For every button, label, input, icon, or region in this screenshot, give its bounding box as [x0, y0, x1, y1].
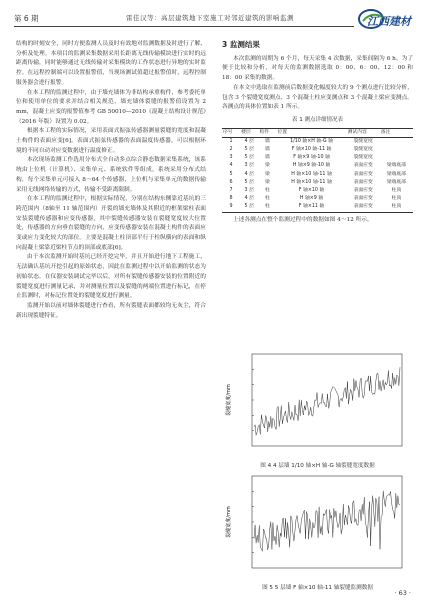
table-header-row	[222, 128, 413, 137]
table-cell: F 轴×11 轴	[276, 203, 346, 212]
table-cell: F 轴×10 轴	[298, 188, 325, 194]
table-cell	[380, 146, 413, 154]
logo-text: 江西建材	[367, 15, 411, 28]
table-cell: 1/10 轴×H 轴-G 轴	[290, 138, 333, 144]
table-cell: 柱	[264, 188, 270, 194]
table-cell: 梁	[264, 179, 270, 185]
figure-5	[222, 470, 413, 591]
table-cell: 表面应变	[353, 196, 373, 202]
table-cell: 8	[229, 196, 233, 202]
page-number: · 63 ·	[394, 589, 411, 597]
table-cell: 7	[229, 188, 233, 194]
table-cell	[380, 137, 413, 146]
table-cell: 柱顶	[391, 196, 402, 202]
table-cell: 3 层	[244, 188, 254, 194]
table-cell: 9	[222, 203, 240, 212]
table-cell: F 轴×9 轴-10 轴	[293, 155, 330, 161]
issue-number: 第 6 期	[14, 14, 39, 23]
figure-caption: 图 4 4 层墙 1/10 轴×H 轴-G 轴裂缝宽度数据	[260, 463, 375, 469]
table-row	[222, 162, 413, 170]
header-rule	[14, 26, 354, 27]
table-cell: 梁	[264, 171, 270, 177]
table-cell: 梁	[264, 163, 270, 169]
table-cell: 5 层	[244, 155, 254, 161]
table-row	[222, 146, 413, 154]
journal-logo	[357, 7, 413, 31]
table-cell: 裂缝宽度	[353, 138, 373, 144]
paragraph: 在本工程的监测过程中，根据实际情况，分别在结构东侧靠近基坑的三跨范围内（8轴至 11 轴范围内）开裂的墙充墙体及其附近的框架梁柱表面安装裂缝传感器和应变传感器，其中裂缝传感器安装在裂缝宽度较大位置处，传感器的方向垂直裂缝的方向，应变传感器安装在混凝土构件的表面应变或应力变化较大的部位。主要是混凝土柱顶部平行于柱纵横向的表面和纵向混凝土梁靠近梁柱节点的顶部或底部[6]。	[16, 196, 206, 251]
table-cell: H 轴×10 轴-11 轴	[291, 171, 332, 177]
table-cell: H 轴×10 轴-11 轴	[291, 179, 332, 185]
table-row	[222, 137, 413, 146]
table-cell: 4 层	[244, 171, 254, 177]
measurement-table	[222, 128, 413, 213]
table-cell: 5 层	[244, 147, 254, 153]
table-cell: 4	[229, 163, 233, 169]
table-cell: 5 层	[244, 179, 254, 185]
column-header: 位置	[276, 128, 346, 137]
table-row	[222, 179, 413, 187]
running-title: 雷佳汉等：高层建筑地下室施工对邻近建筑的影响监测	[126, 14, 294, 22]
table-cell: 墙	[264, 147, 270, 153]
column-header: 楼层	[240, 128, 258, 137]
figure-caption: 图 5 5 层墙 F 轴×10 轴-11 轴裂缝监测数据	[262, 585, 373, 591]
table-cell: 1	[229, 138, 233, 144]
table-cell: 柱	[258, 203, 276, 212]
table-cell: 墙	[264, 138, 270, 144]
y-axis-label: 裂缝宽度/mm	[226, 506, 232, 538]
paragraph: 本次监测的周期为 6 个月，每天采集 4 次数据，采集间隔为 6 h。为了便于比较和分析，对每天的监测数据选取 0：00、6：00、12：00 和 18：00 采集的数据。	[222, 55, 413, 82]
table-cell: 柱顶	[391, 188, 402, 194]
table-cell: 2	[229, 147, 233, 153]
column-header: 构件	[258, 128, 276, 137]
figure-4	[222, 348, 413, 469]
table-cell: 表面应变	[353, 171, 373, 177]
page-header	[14, 9, 413, 31]
figure-5-chart	[222, 470, 413, 582]
table-cell	[380, 154, 413, 162]
left-column	[16, 40, 206, 321]
table-row	[222, 203, 413, 212]
table-cell: 表面应变	[353, 188, 373, 194]
table-cell: 表面应变	[353, 163, 373, 169]
section-title: 3 监测结果	[222, 40, 260, 49]
table-cell: 5 层	[240, 203, 258, 212]
paragraph: 结构的时刻安全，同时方便监测人员及时有效地对监测数据及时进行了解、分析及处理。本项目的监测采集数据采用长距离无线传输模块进行实时的远距离传输，同时能够通过无线传输对采集模块的工作状态进行异地的实时监控。在远程控制端可以设置报警值，当现场测试值超过报警值时，远程控制服务器会进行报警。	[16, 41, 206, 86]
table-row	[222, 187, 413, 195]
table-cell: 3 层	[244, 163, 254, 169]
table-cell: 梁端底部	[386, 171, 406, 177]
paragraph: 由于本次监测开始时基坑已经开挖完毕，并且开始进行地下工程施工，无法确认基坑开挖引起的原始状态，因此在监测过程中以开始监测的状态为初始状态。在仪器安装调试完毕以后，对所有裂缝传感器安装的位置附近的裂缝宽度进行测量记录，并对测量位置以及裂缝的两端位置进行标记，在停止监测时，对标记位置处的裂缝宽度进行测量。	[16, 254, 206, 300]
table-caption: 表 1 测点详细情况表	[292, 116, 343, 123]
paragraph: 根据本工程的实际情况，采用表面式振弦传感器测量裂缝的宽度和混凝土构件的表面应变[6]。表面式振弦传感器的表面温度传感器，可以根据环境的不同自动对应变数据进行温度修正。	[16, 128, 206, 154]
figure-4-chart	[222, 348, 413, 460]
paragraph: 在本文中选取在监测前后数据变化幅度较大的 9 个测点进行比较分析，包含 3 个裂缝宽度测点、3 个混凝土柱应变测点和 3 个混凝土梁应变测点。各测点的具体位置如表 1 所示。	[222, 84, 413, 111]
table-cell: 4 层	[244, 138, 254, 144]
table-cell: 梁端底部	[386, 179, 406, 185]
table-cell: F 轴×10 轴-11 轴	[291, 147, 332, 153]
table-cell: 5	[229, 171, 233, 177]
paragraph: 本次现场监测工作选用分布式全自动多点综合静态数据采集系统，该系统由上位机（计算机）、采集单元、系统软件等组成，系统采用分布式结构，每个采集单元可接入 8～64 个传感器，上位机与采集单元的数据传输采用无线网络传输的方式，传输不受距离限制。	[16, 157, 206, 193]
table-cell: 柱顶	[380, 203, 413, 212]
paragraph: 上述各测点在整个监测过程中的数据如图 4～12 所示。	[233, 216, 373, 223]
table-cell: 裂缝宽度	[353, 155, 373, 161]
table-cell: H 轴×9 轴-10 轴	[292, 163, 331, 169]
table-cell: H 轴×9 轴	[299, 196, 324, 202]
column-header: 测试内容	[347, 128, 380, 137]
table-cell: 柱	[264, 196, 270, 202]
table-cell: 梁端底部	[386, 163, 406, 169]
column-header: 序号	[222, 128, 240, 137]
series-line	[254, 491, 400, 552]
table-cell: 表面应变	[353, 179, 373, 185]
y-axis-label: 裂缝宽度/mm	[226, 384, 232, 416]
column-header: 备注	[380, 128, 413, 137]
table-row	[222, 195, 413, 203]
table-cell: 6	[229, 179, 233, 185]
table-cell: 3	[229, 155, 233, 161]
table-cell: 裂缝宽度	[353, 147, 373, 153]
paragraph: 在本工程的监测过程中，由于墙充墙体为非结构承重构件，参考委托单位和使用单位的要求并结合相关规范，墙充墙体裂缝的报警值设置为 2 mm，混凝土应变的报警值参考 GB 50010—2010《混凝土结构设计规范》（2016 年版）设置为 0.02。	[16, 89, 206, 125]
table-cell: 表面应变	[347, 203, 380, 212]
paragraph: 监测开始以前对墙体裂缝进行查看，所有裂缝表面都较均无灰尘，符合新出现裂缝特征。	[16, 302, 206, 319]
right-column	[222, 40, 413, 225]
table-cell: 4 层	[244, 196, 254, 202]
table-cell: 墙	[264, 155, 270, 161]
series-line	[254, 367, 400, 435]
table-row	[222, 154, 413, 162]
table-row	[222, 171, 413, 179]
